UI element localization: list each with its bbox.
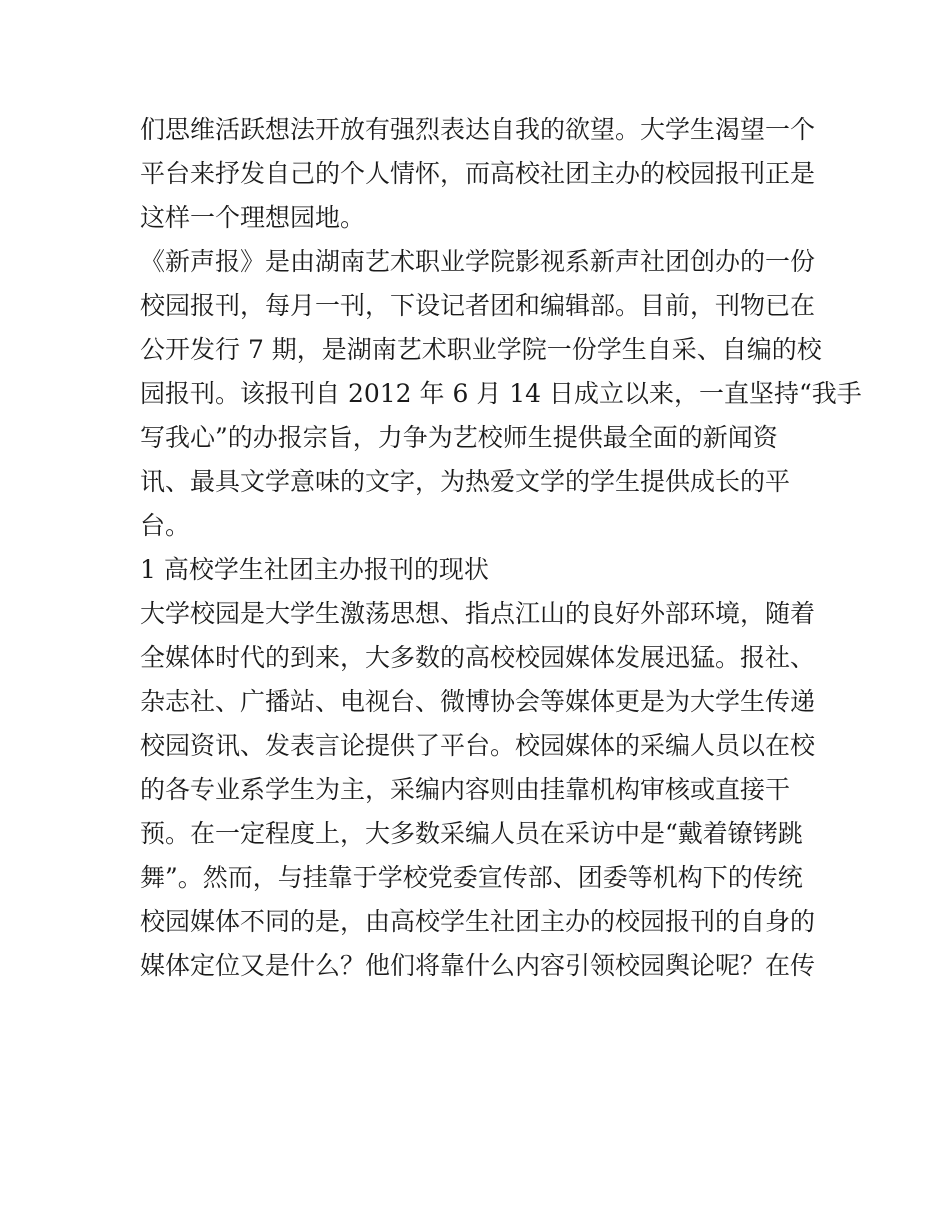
text-line: 校园媒体不同的是，由高校学生社团主办的校园报刊的自身的 — [140, 907, 816, 936]
paragraph-intro-continuation — [140, 108, 820, 240]
text-line: 校园报刊，每月一刊，下设记者团和编辑部。目前，刊物已在 — [140, 291, 816, 320]
text-line: 全媒体时代的到来，大多数的高校校园媒体发展迅猛。报社、 — [140, 643, 816, 672]
text-line: 舞”。然而，与挂靠于学校党委宣传部、团委等机构下的传统 — [140, 863, 803, 892]
text-line: 园报刊。该报刊自 2012 年 6 月 14 日成立以来，一直坚持“我手 — [140, 379, 862, 408]
text-line: 们思维活跃想法开放有强烈表达自我的欲望。大学生渴望一个 — [140, 115, 816, 144]
text-line: 写我心”的办报宗旨，力争为艺校师生提供最全面的新闻资 — [140, 423, 778, 452]
text-line: 这样一个理想园地。 — [140, 203, 366, 232]
paragraph-campus-media — [140, 592, 820, 988]
section-heading-1 — [140, 548, 820, 592]
text-line: 媒体定位又是什么？他们将靠什么内容引领校园舆论呢？在传 — [140, 951, 816, 980]
text-line: 预。在一定程度上，大多数采编人员在采访中是“戴着镣铐跳 — [140, 819, 803, 848]
text-line: 平台来抒发自己的个人情怀，而高校社团主办的校园报刊正是 — [140, 159, 816, 188]
text-line: 校园资讯、发表言论提供了平台。校园媒体的采编人员以在校 — [140, 731, 816, 760]
text-line: 讯、最具文学意味的文字，为热爱文学的学生提供成长的平 — [140, 467, 791, 496]
text-line: 公开发行 7 期，是湖南艺术职业学院一份学生自采、自编的校 — [140, 335, 822, 364]
text-line: 大学校园是大学生激荡思想、指点江山的良好外部环境，随着 — [140, 599, 816, 628]
text-line: 的各专业系学生为主，采编内容则由挂靠机构审核或直接干 — [140, 775, 791, 804]
document-body — [140, 108, 862, 988]
text-line: 杂志社、广播站、电视台、微博协会等媒体更是为大学生传递 — [140, 687, 816, 716]
text-line: 台。 — [140, 511, 191, 540]
text-line: 《新声报》是由湖南艺术职业学院影视系新声社团创办的一份 — [140, 247, 816, 276]
paragraph-xinshengbao — [140, 240, 862, 548]
text-line: 1 高校学生社团主办报刊的现状 — [140, 555, 489, 584]
